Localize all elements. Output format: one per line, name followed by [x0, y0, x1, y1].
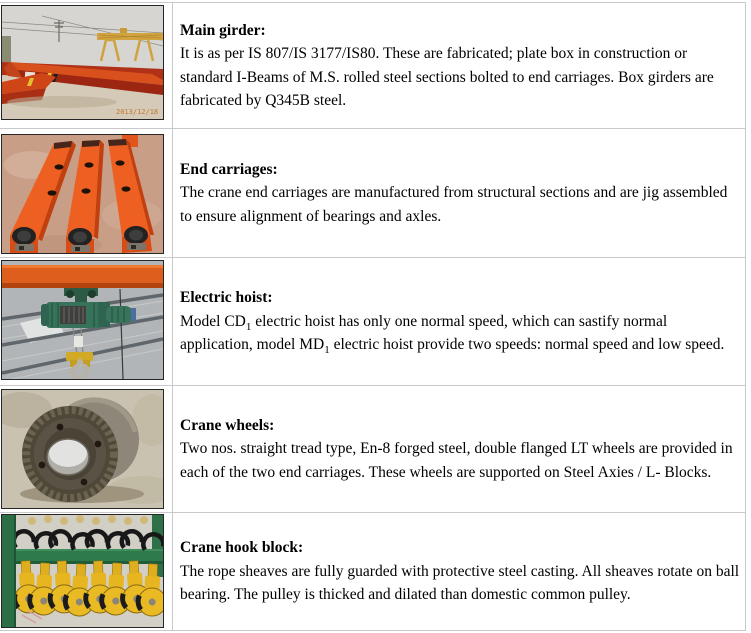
text-cell — [173, 3, 745, 128]
section-body: The rope sheaves are fully guarded with protective steel casting. All sheaves rotate on ball bearing. The pulley is thicked and dilated than domestic common pulley. — [180, 562, 740, 604]
section-heading: End carriages: — [180, 160, 278, 178]
component-row-electric-hoist — [0, 258, 745, 386]
component-row-end-carriages — [0, 129, 745, 258]
end-carriages-photo — [1, 134, 164, 254]
text-cell — [173, 386, 745, 512]
component-table — [0, 2, 746, 631]
section-heading: Crane hook block: — [180, 539, 304, 557]
component-row-main-girder — [0, 3, 745, 129]
crane-hook-blocks-photo — [1, 514, 164, 628]
photo-cell — [0, 3, 173, 128]
component-row-crane-wheels — [0, 386, 745, 513]
electric-hoist-photo — [1, 260, 164, 380]
section-heading: Electric hoist: — [180, 289, 273, 307]
section-body: The crane end carriages are manufactured from structural sections and are jig assembled to ensure alignment of bearings and axles. — [180, 184, 728, 225]
photo-timestamp: 2013/12/18 — [116, 108, 159, 116]
text-cell — [173, 129, 745, 257]
photo-cell — [0, 386, 173, 512]
section-heading: Crane wheels: — [180, 416, 275, 434]
section-heading: Main girder: — [180, 21, 266, 39]
photo-cell — [0, 129, 173, 257]
section-body: Model $CD_1$ electric hoist has only one normal speed, which can sastify normal application, model $MD_1$ electric hoist provide two speeds: normal speed and low speed. — [180, 312, 725, 357]
photo-cell — [0, 513, 173, 630]
girder-beam — [2, 265, 163, 288]
component-row-crane-hook-block — [0, 513, 745, 631]
crane-wheel-photo — [1, 389, 164, 509]
photo-cell — [0, 258, 173, 385]
text-cell — [173, 258, 745, 385]
section-body: It is as per IS 807/IS 3177/IS80. These are fabricated; plate box in construction or standard I-Beams of M.S. rolled steel sections bolted to end carriages. Box girders are fabricated by Q345B steel. — [180, 45, 714, 109]
text-cell — [173, 513, 745, 630]
section-body: Two nos. straight tread type, En-8 forged steel, double flanged LT wheels are provided in each of the two end carriages. These wheels are supported on Steel Axies / L- Blocks. — [180, 440, 733, 481]
main-girder-photo — [1, 5, 164, 120]
